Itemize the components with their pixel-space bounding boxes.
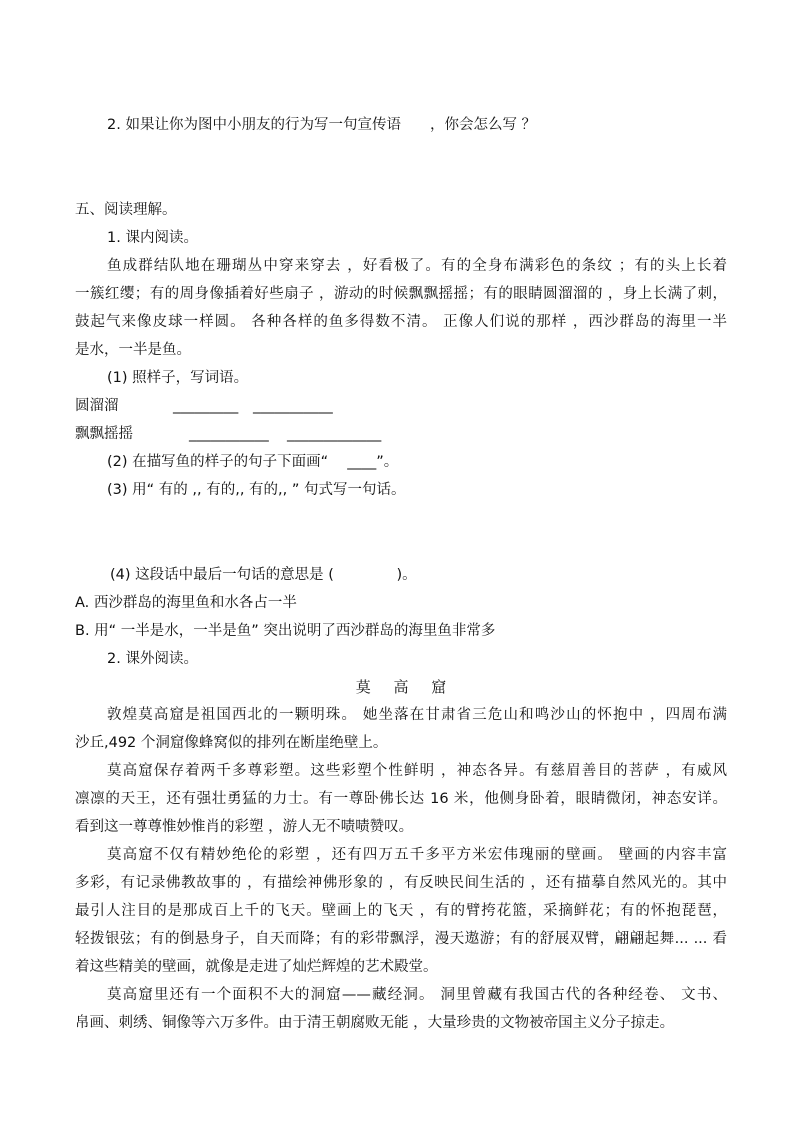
- extra-reading-label: 2. 课外阅读。: [107, 651, 198, 667]
- article-paragraph: [75, 841, 727, 981]
- answer-blank: ___________: [189, 426, 269, 442]
- in-class-passage: [75, 252, 727, 364]
- question-1-prompt: (1) 照样子，写词语。: [107, 370, 249, 386]
- passage-line: 鱼成群结队地在珊瑚丛中穿来穿去 ，好看极了。有的全身布满彩色的条纹 ；有的头上长着: [107, 258, 727, 274]
- article-paragraph: [75, 981, 727, 1037]
- answer-space: [75, 139, 727, 196]
- word-row: [75, 392, 727, 420]
- paragraph-line: 轻拨银弦；有的倒悬身子，自天而降；有的彩带飘浮，漫天遨游；有的舒展双臂，翩翩起舞... ... 看: [75, 931, 727, 947]
- answer-blank: _____________: [287, 426, 382, 442]
- paragraph-line: 沙丘,492 个洞窟像蜂窝似的排列在断崖绝壁上。: [75, 735, 388, 751]
- question-2-slogan: 2. 如果让你为图中小朋友的行为写一句宣传语 ，你会怎么写 ？: [107, 117, 537, 133]
- paragraph-line: 莫高窟保存着两千多尊彩塑。这些彩塑个性鲜明 ，神态各异。有慈眉善目的菩萨 ，有威风: [107, 763, 727, 779]
- article-paragraph: [75, 701, 727, 757]
- paragraph-line: 看到这一尊尊惟妙惟肖的彩塑 ，游人无不啧啧赞叹。: [75, 819, 414, 835]
- paragraph-line: 着这些精美的壁画，就像是走进了灿烂辉煌的艺术殿堂。: [75, 959, 438, 975]
- answer-blank: ___________: [253, 398, 333, 414]
- paragraph-line: 莫高窟里还有一个面积不大的洞窟——藏经洞。 洞里曾藏有我国古代的各种经卷、 文书、: [107, 987, 727, 1003]
- paragraph-line: 帛画、刺绣、铜像等六万多件。由于清王朝腐败无能 ，大量珍贵的文物被帝国主义分子掠走。: [75, 1015, 675, 1031]
- article-paragraph: [75, 757, 727, 841]
- example-word: 飘飘摇摇: [75, 426, 133, 442]
- option-b: B. 用“ 一半是水，一半是鱼” 突出说明了西沙群岛的海里鱼非常多: [75, 623, 496, 639]
- word-row: [75, 420, 727, 448]
- question-2-prompt: (2) 在描写鱼的样子的句子下面画“ ____”。: [107, 454, 399, 470]
- passage-line: 是水，一半是鱼。: [75, 342, 191, 358]
- passage-line: 鼓起气来像皮球一样圆。 各种各样的鱼多得数不清。 正像人们说的那样 ，西沙群岛的海里一半: [75, 314, 727, 330]
- paragraph-line: 莫高窟不仅有精妙绝伦的彩塑 ，还有四万五千多平方米宏伟瑰丽的壁画。 壁画的内容丰富: [107, 847, 727, 863]
- paragraph-line: 多彩，有记录佛教故事的 ，有描绘神佛形象的 ，有反映民间生活的 ，还有描摹自然风光的。其中: [75, 875, 727, 891]
- paragraph-line: 凛凛的天王，还有强壮勇猛的力士。有一尊卧佛长达 16 米，他侧身卧着，眼睛微闭，神态安详。: [75, 791, 727, 807]
- question-3-prompt: (3) 用“ 有的 ,, 有的,, 有的,, ” 句式写一句话。: [107, 482, 406, 498]
- in-class-reading-label: 1. 课内阅读。: [107, 230, 198, 246]
- answer-blank: _________: [173, 398, 239, 414]
- section-heading: 五、阅读理解。: [75, 202, 177, 218]
- option-a: A. 西沙群岛的海里鱼和水各占一半: [75, 595, 297, 611]
- answer-space: [75, 504, 727, 561]
- example-word: 圆溜溜: [75, 398, 119, 414]
- worksheet-content: [75, 111, 727, 1037]
- paragraph-line: 最引人注目的是那成百上千的飞天。壁画上的飞天 ，有的臂挎花篮，采摘鲜花；有的怀抱琵琶，: [75, 903, 727, 919]
- article-title: 莫 高 窟: [355, 678, 447, 696]
- paragraph-line: 敦煌莫高窟是祖国西北的一颗明珠。 她坐落在甘肃省三危山和鸣沙山的怀抱中 ，四周布满: [107, 707, 727, 723]
- passage-line: 一簇红缨；有的周身像插着好些扇子 ，游动的时候飘飘摇摇；有的眼睛圆溜溜的 ，身上长满了刺，: [75, 286, 727, 302]
- question-4-prompt: (4) 这段话中最后一句话的意思是 ( )。: [110, 567, 417, 583]
